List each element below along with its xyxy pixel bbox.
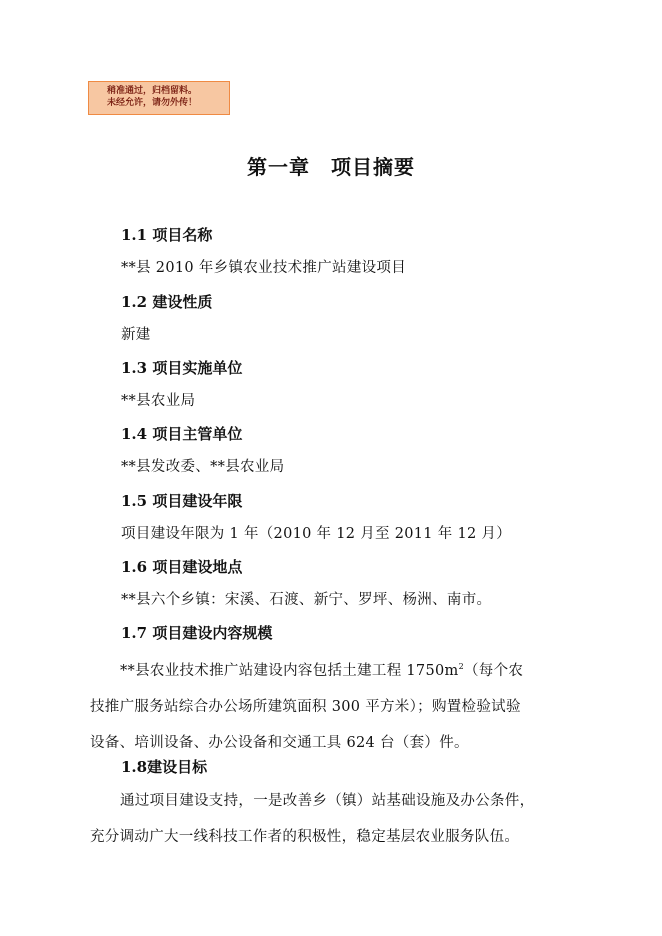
chapter-title: 第一章 项目摘要	[247, 155, 415, 179]
section-body-construction-nature: 新建	[121, 327, 151, 343]
section-heading-supervising-unit: 1.4 项目主管单位	[121, 425, 243, 443]
section-body-supervising-unit: **县发改委、**县农业局	[121, 459, 285, 475]
scale-line-1-unit: m	[444, 662, 459, 679]
confidential-notice-stamp	[88, 81, 230, 115]
scale-line-2: 技推广服务站综合办公场所建筑面积 300 平方米）；购置检验试验	[90, 698, 521, 715]
section-body-construction-scale	[90, 649, 590, 761]
section-heading-construction-location: 1.6 项目建设地点	[121, 558, 243, 576]
scale-line-3: 设备、培训设备、办公设备和交通工具 624 台（套）件。	[90, 734, 469, 751]
goal-line-2: 充分调动广大一线科技工作者的积极性，稳定基层农业服务队伍。	[90, 829, 520, 845]
section-body-construction-location: **县六个乡镇：宋溪、石渡、新宁、罗坪、杨洲、南市。	[121, 592, 492, 608]
section-body-construction-goal	[90, 783, 590, 855]
section-body-construction-period: 项目建设年限为 1 年（2010 年 12 月至 2011 年 12 月）	[121, 526, 512, 542]
section-heading-construction-goal: 1.8建设目标	[121, 758, 208, 776]
section-heading-construction-nature: 1.2 建设性质	[121, 293, 213, 311]
section-heading-construction-scale: 1.7 项目建设内容规模	[121, 624, 273, 642]
section-heading-implementing-unit: 1.3 项目实施单位	[121, 359, 243, 377]
scale-line-1-post: （每个农	[463, 662, 524, 679]
section-heading-construction-period: 1.5 项目建设年限	[121, 492, 243, 510]
section-body-implementing-unit: **县农业局	[121, 393, 196, 409]
scale-line-1-pre: **县农业技术推广站建设内容包括土建工程 1750	[120, 662, 445, 679]
notice-line-2: 未经允许，请勿外传！	[107, 98, 198, 108]
section-body-project-name: **县 2010 年乡镇农业技术推广站建设项目	[121, 260, 407, 276]
section-heading-project-name: 1.1 项目名称	[121, 226, 213, 244]
scale-line-1-sup: 2	[458, 662, 464, 671]
goal-line-1: 通过项目建设支持，一是改善乡（镇）站基础设施及办公条件，	[120, 793, 535, 809]
notice-line-1: 稍准通过，归档留料。	[107, 86, 198, 96]
